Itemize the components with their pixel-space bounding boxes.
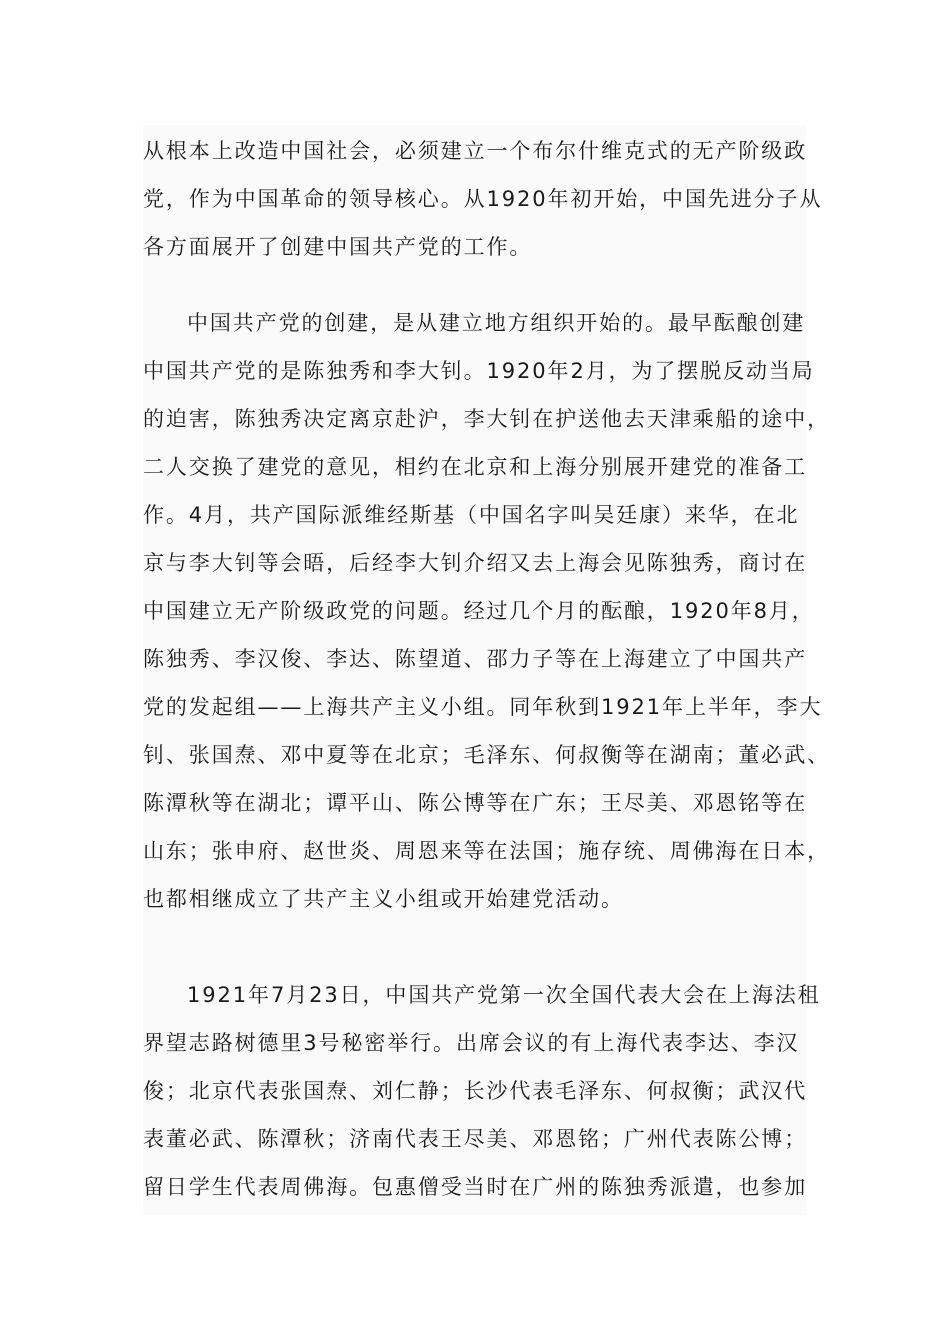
document-body [143, 125, 830, 1215]
text-line: 陈独秀、李汉俊、李达、陈望道、邵力子等在上海建立了中国共产 [143, 647, 808, 671]
text-line: 各方面展开了创建中国共产党的工作。 [143, 235, 533, 259]
text-line: 俊；北京代表张国焘、刘仁静；长沙代表毛泽东、何叔衡；武汉代 [143, 1079, 808, 1103]
text-line: 的迫害，陈独秀决定离京赴沪，李大钊在护送他去天津乘船的途中， [143, 407, 830, 431]
text-line: 1921年7月23日，中国共产党第一次全国代表大会在上海法租 [187, 983, 821, 1007]
text-line: 也都相继成立了共产主义小组或开始建党活动。 [143, 887, 624, 911]
text-line: 界望志路树德里3号秘密举行。出席会议的有上海代表李达、李汉 [143, 1031, 800, 1055]
paragraph-3 [143, 971, 821, 1211]
text-line: 党的发起组——上海共产主义小组。同年秋到1921年上半年，李大 [143, 695, 823, 719]
text-line: 中国共产党的是陈独秀和李大钊。1920年2月，为了摆脱反动当局 [143, 359, 815, 383]
paragraph-1 [143, 127, 823, 271]
text-line: 从根本上改造中国社会，必须建立一个布尔什维克式的无产阶级政 [143, 139, 808, 163]
text-line: 钊、张国焘、邓中夏等在北京；毛泽东、何叔衡等在湖南；董必武、 [143, 743, 830, 767]
text-line: 中国建立无产阶级政党的问题。经过几个月的酝酿，1920年8月， [143, 599, 815, 623]
text-line: 二人交换了建党的意见，相约在北京和上海分别展开建党的准备工 [143, 455, 808, 479]
text-line: 中国共产党的创建，是从建立地方组织开始的。最早酝酿创建 [187, 311, 806, 335]
text-line: 陈潭秋等在湖北；谭平山、陈公博等在广东；王尽美、邓恩铭等在 [143, 791, 808, 815]
text-line: 作。4月，共产国际派维经斯基（中国名字叫吴廷康）来华，在北 [143, 503, 800, 527]
paragraph-2 [143, 299, 830, 923]
text-line: 京与李大钊等会晤，后经李大钊介绍又去上海会见陈独秀，商讨在 [143, 551, 808, 575]
text-line: 表董必武、陈潭秋；济南代表王尽美、邓恩铭；广州代表陈公博； [143, 1127, 808, 1151]
text-line: 党，作为中国革命的领导核心。从1920年初开始，中国先进分子从 [143, 187, 823, 211]
text-line: 山东；张申府、赵世炎、周恩来等在法国；施存统、周佛海在日本， [143, 839, 830, 863]
text-line: 留日学生代表周佛海。包惠僧受当时在广州的陈独秀派遣，也参加 [143, 1175, 808, 1199]
